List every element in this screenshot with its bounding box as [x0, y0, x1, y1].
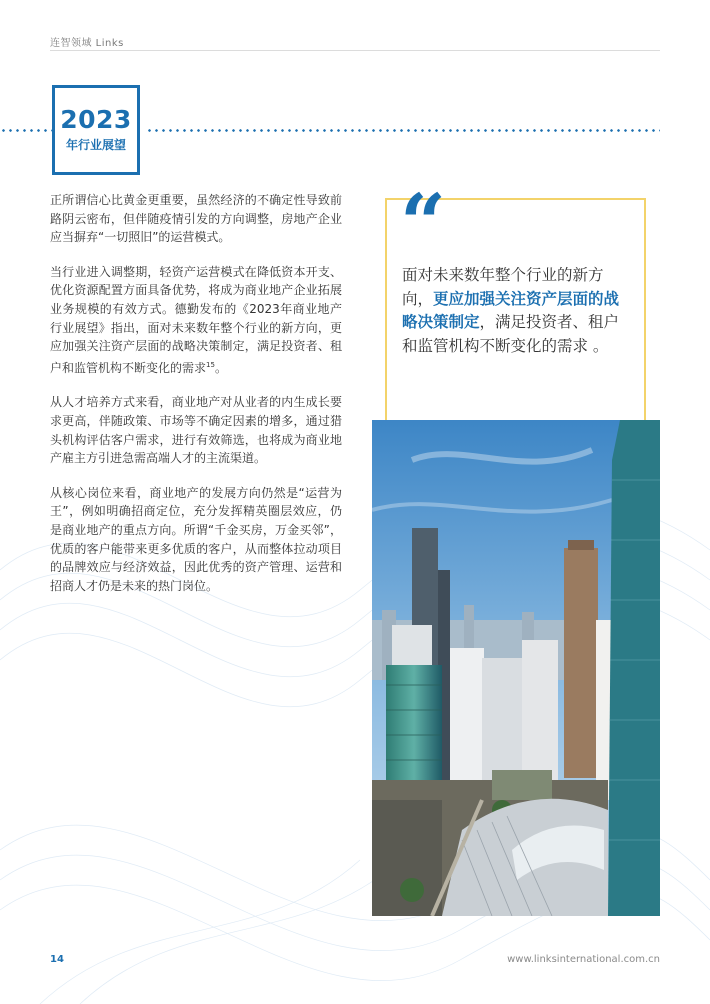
paragraph-3: 从人才培养方式来看，商业地产对从业者的内生成长要求更高，伴随政策、市场等不确定因素的增多，通过猎头机构评估客户需求，进行有效筛选，也将成为商业地产雇主方引进急需高端人才的主流渠道。 [50, 395, 342, 466]
header-label: 连智领域 Links [50, 38, 124, 49]
year-number: 2023 [60, 105, 132, 134]
quote-highlight: 更应加强关注资产层面的战略决策制定 [402, 289, 620, 331]
footnote-ref: 15 [206, 360, 215, 369]
paragraph-1: 正所谓信心比黄金更重要，虽然经济的不确定性导致前路阴云密布，但伴随疫情引发的方向调整，房地产企业应当摒弃“一切照旧”的运营模式。 [50, 193, 342, 245]
footer-website: www.linksinternational.com.cn [507, 954, 660, 965]
article-body [50, 191, 342, 611]
dotted-line-left [0, 129, 52, 132]
pull-quote-text: 面对未来数年整个行业的新方向，更应加强关注资产层面的战略决策制定，满足投资者、租户和监管机构不断变化的需求 。 [402, 266, 620, 355]
paragraph-4: 从核心岗位来看，商业地产的发展方向仍然是“运营为王”，例如明确招商定位，充分发挥精英圈层效应，仍是商业地产的重点方向。所谓“千金买房，万金买邻”，优质的客户能带来更多优质的客户，从而整体拉动项目的品牌效应与经济效益，因此优秀的资产管理、运营和招商人才仍是未来的热门岗位。 [50, 485, 342, 593]
dotted-line-right [146, 129, 660, 132]
year-badge [52, 85, 140, 175]
quote-mark-icon: “ [400, 176, 447, 270]
paragraph-2: 当行业进入调整期，轻资产运营模式在降低资本开支、优化资源配置方面具备优势，将成为商业地产企业拓展业务规模的有效方式。德勤发布的《2023年商业地产行业展望》指出，面对未来数年整个行业的新方向，更应加强关注资产层面的战略决策制定，满足投资者、租户和监管机构不断变化的需求$^{15}$。 [50, 264, 342, 375]
header-divider [50, 50, 660, 51]
year-subtitle: 年行业展望 [65, 138, 126, 152]
city-skyline-photo [372, 420, 660, 916]
page-number: 14 [50, 954, 64, 965]
